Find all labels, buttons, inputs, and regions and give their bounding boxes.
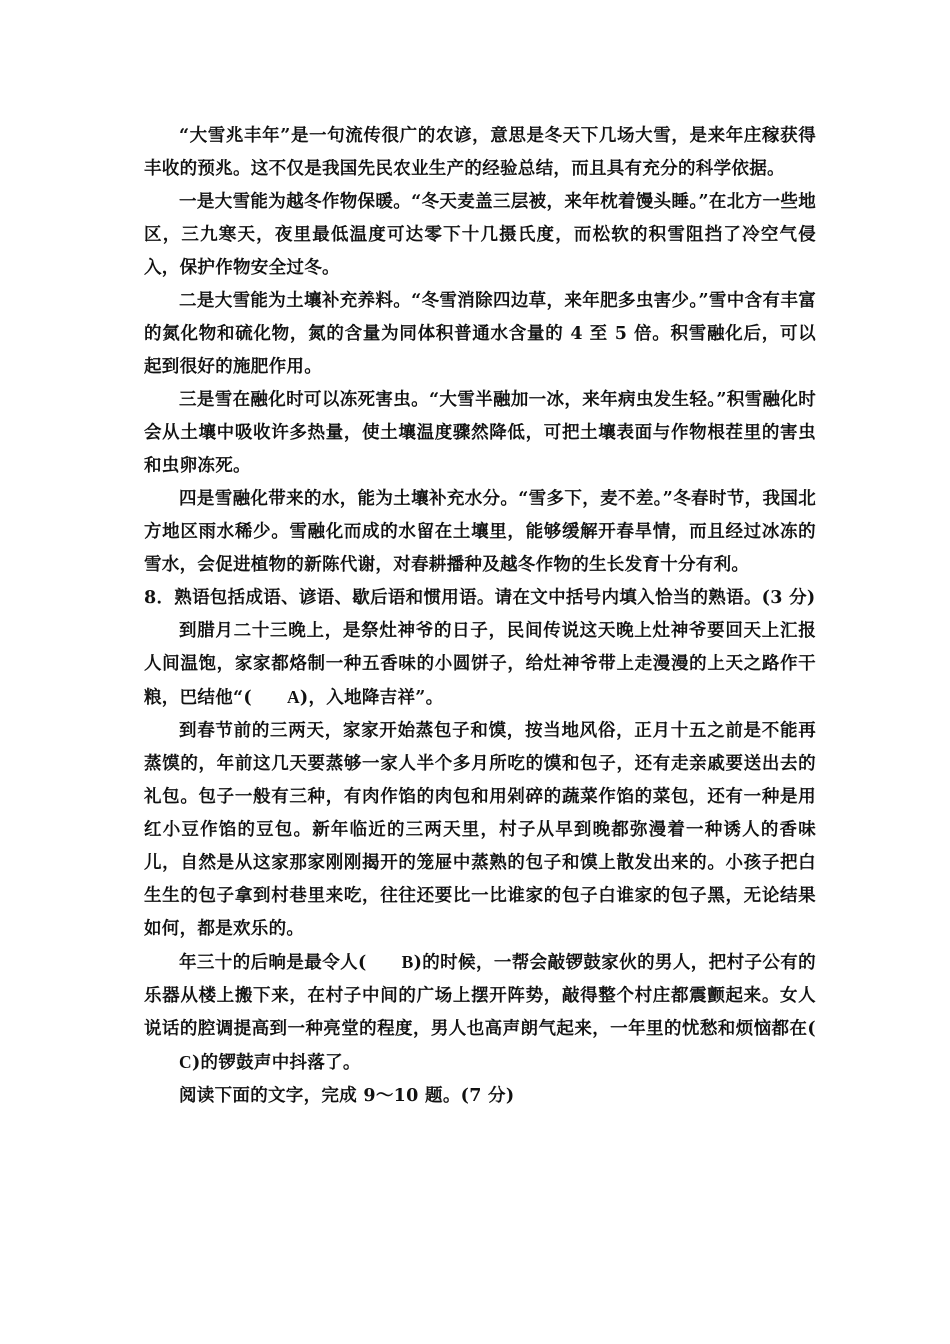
question-8-paragraph-3 [144, 946, 816, 1080]
passage-paragraph-2: 一是大雪能为越冬作物保暖。“冬天麦盖三层被，来年枕着馒头睡。”在北方一些地区，三九寒天，夜里最低温度可达零下十几摄氏度，而松软的积雪阻挡了冷空气侵入，保护作物安全过冬。 [144, 192, 816, 278]
document-page [144, 120, 816, 1113]
q8-p1-text-before: 到腊月二十三晚上，是祭灶神爷的日子，民间传说这天晚上灶神爷要回天上汇报人间温饱，家家都烙制一种五香味的小圆饼子，给灶神爷带上走漫漫的上天之路作干粮，巴结他“( [144, 621, 816, 708]
answer-c: C [179, 1052, 192, 1072]
passage-paragraph-4: 三是雪在融化时可以冻死害虫。“大雪半融加一冰，来年病虫发生轻。”积雪融化时会从土壤中吸收许多热量，使土壤温度骤然降低，可把土壤表面与作物根茬里的害虫和虫卵冻死。 [144, 390, 816, 476]
answer-b: B [401, 952, 414, 972]
passage-paragraph-1: “大雪兆丰年”是一句流传很广的农谚，意思是冬天下几场大雪，是来年庄稼获得丰收的预兆。这不仅是我国先民农业生产的经验总结，而且具有充分的科学依据。 [144, 126, 816, 179]
question-8-paragraph-1 [144, 615, 816, 715]
q8-p3-text-mid: )的时候，一帮会敲锣鼓家伙的男人，把村子公有的乐器从楼上搬下来，在村子中间的广场上摆开阵势，敲得整个村庄都震颤起来。女人说话的腔调提高到一种亮堂的程度，男人也高声朗气起来，一年里的忧愁和烦恼都在( [144, 953, 816, 1039]
question-8-paragraph-2: 到春节前的三两天，家家开始蒸包子和馍，按当地风俗，正月十五之前是不能再蒸馍的，年前这几天要蒸够一家人半个多月所吃的馍和包子，还有走亲戚要送出去的礼包。包子一般有三种，有肉作馅的肉包和用剁碎的蔬菜作馅的菜包，还有一种是用红小豆作馅的豆包。新年临近的三两天里，村子从早到晚都弥漫着一种诱人的香味儿，自然是从这家那家刚刚揭开的笼屉中蒸熟的包子和馍上散发出来的。小孩子把白生生的包子拿到村巷里来吃，往往还要比一比谁家的包子白谁家的包子黑，无论结果如何，都是欢乐的。 [144, 721, 816, 939]
passage-paragraph-5: 四是雪融化带来的水，能为土壤补充水分。“雪多下，麦不差。”冬春时节，我国北方地区雨水稀少。雪融化而成的水留在土壤里，能够缓解开春旱情，而且经过冰冻的雪水，会促进植物的新陈代谢，对春耕播种及越冬作物的生长发育十分有利。 [144, 489, 816, 575]
answer-a: A [286, 687, 300, 707]
question-8-prompt: 8．熟语包括成语、谚语、歇后语和惯用语。请在文中括号内填入恰当的熟语。(3 分) [144, 588, 816, 608]
passage-paragraph-3: 二是大雪能为土壤补充养料。“冬雪消除四边草，来年肥多虫害少。”雪中含有丰富的氮化物和硫化物，氮的含量为同体积普通水含量的 4 至 5 倍。积雪融化后，可以起到很好的施肥作用。 [144, 291, 816, 377]
q8-p3-text-before: 年三十的后晌是最令人( [179, 953, 367, 973]
reading-instruction: 阅读下面的文字，完成 9～10 题。(7 分) [179, 1086, 515, 1106]
q8-p1-text-after: )，入地降吉祥”。 [299, 688, 444, 708]
q8-p3-text-after: )的锣鼓声中抖落了。 [191, 1053, 361, 1073]
